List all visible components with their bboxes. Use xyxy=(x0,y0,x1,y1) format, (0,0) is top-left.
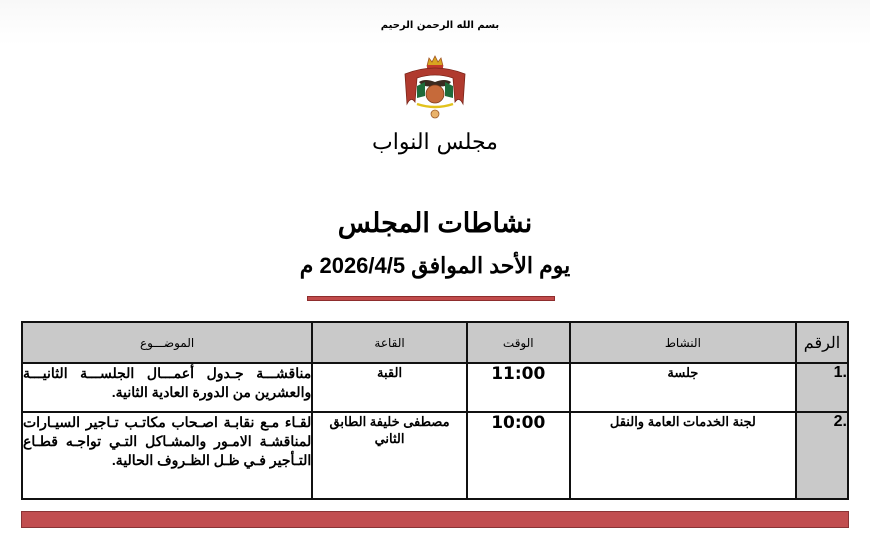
row-topic: مناقشـــة جـدول أعمـــال الجلســـة الثانيـــة والعشرين من الدورة العادية الثانية. xyxy=(22,363,312,412)
row-number-text: 1. xyxy=(833,364,847,381)
page-title: نشاطات المجلس xyxy=(337,208,533,238)
institution-name: مجلس النواب xyxy=(372,130,498,155)
header-topic: الموضـــوع xyxy=(22,322,312,363)
row-number xyxy=(796,412,848,499)
jordan-coat-of-arms-icon xyxy=(395,52,475,124)
row-activity: لجنة الخدمات العامة والنقل xyxy=(570,412,796,499)
table-row xyxy=(22,363,848,412)
basmala-text: بسم الله الرحمن الرحيم xyxy=(380,20,500,31)
row-activity: جلسة xyxy=(570,363,796,412)
row-hall: القبة xyxy=(312,363,467,412)
header-hall: القاعة xyxy=(312,322,467,363)
footer-divider xyxy=(21,511,849,528)
activities-table xyxy=(21,321,849,500)
row-time: 10:00 xyxy=(467,412,570,499)
row-time: 11:00 xyxy=(467,363,570,412)
row-topic: لقـاء مـع نقابـة اصـحاب مكاتـب تـاجير السيـارات لمناقشـة الامـور والمشـاكل التـي تواجـه قطـاع التـأجير فـي ظـل الظـروف الحالية. xyxy=(22,412,312,499)
row-hall: مصطفى خليفة الطابق الثاني xyxy=(312,412,467,499)
header-number: الرقم xyxy=(796,322,848,363)
title-divider xyxy=(307,296,555,301)
header-activity: النشاط xyxy=(570,322,796,363)
row-number-text: 2. xyxy=(833,413,847,430)
table-row xyxy=(22,412,848,499)
date-subtitle: يوم الأحد الموافق 2026/4/5 م xyxy=(299,253,571,278)
table-header-row xyxy=(22,322,848,363)
row-number xyxy=(796,363,848,412)
header-time: الوقت xyxy=(467,322,570,363)
